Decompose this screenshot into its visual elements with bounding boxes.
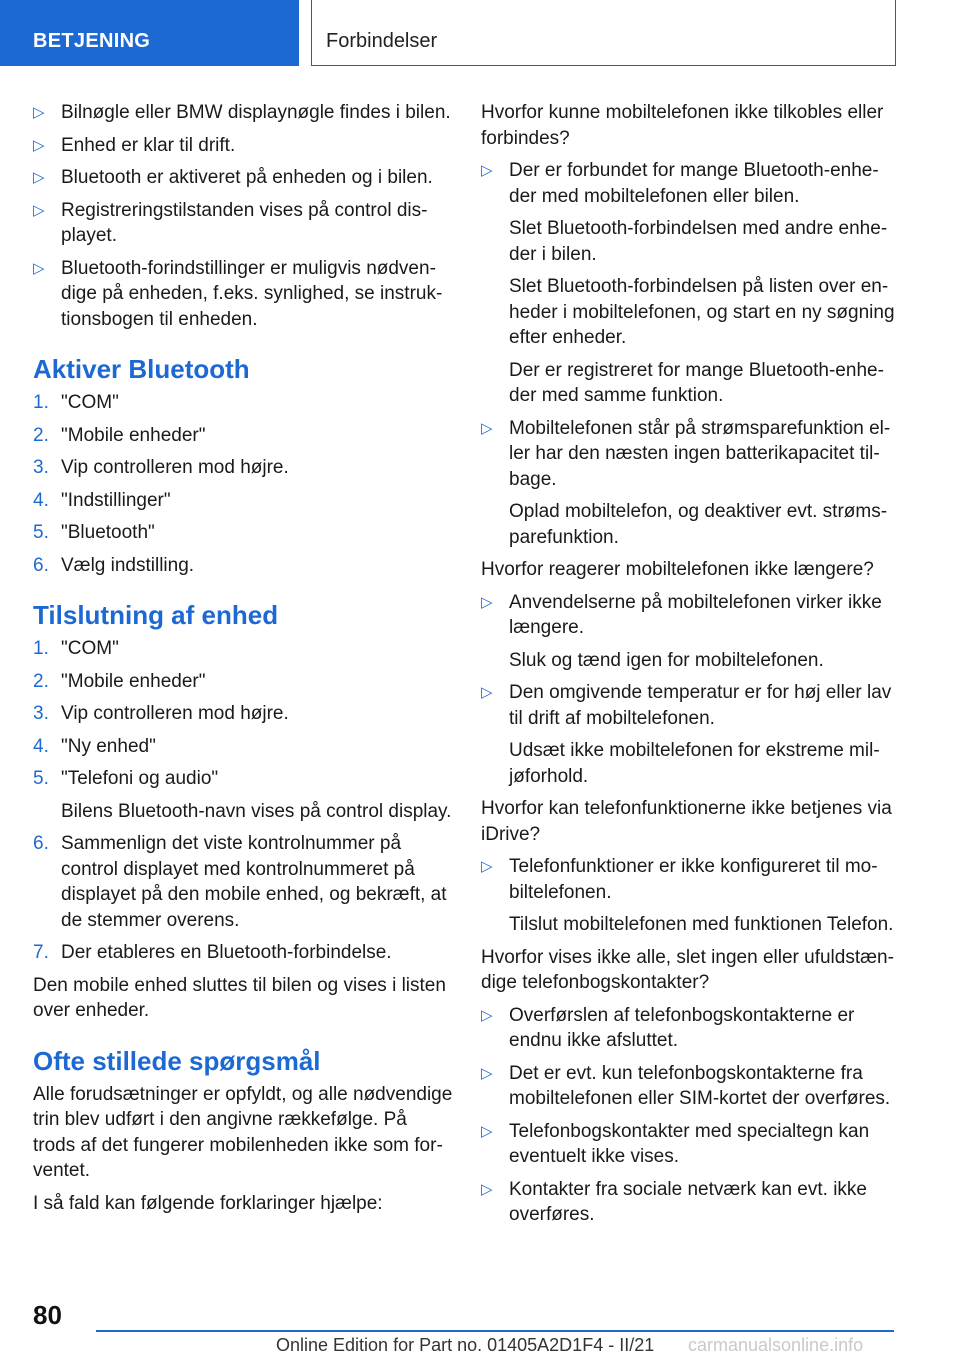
- step-item: 7. Der etableres en Bluetooth-forbindelse.: [33, 942, 392, 963]
- triangle-bullet-icon: ▷: [481, 1006, 493, 1024]
- chapter-title-box: [311, 0, 896, 66]
- heading-faq: Ofte stillede spørgsmål: [33, 1045, 321, 1076]
- step-item: 4. "Ny enhed": [33, 735, 156, 757]
- step-item: 5. "Telefoni og audio": [33, 768, 219, 789]
- step-item: 6. Sammenlign det viste kontrolnummer på control displayet med kontrolnummeret på displayet på den mobile enhed, og bekræft, at de stemmer overens.: [33, 833, 447, 931]
- list-item: ▷ Bluetooth er aktiveret på enheden og i bilen.: [33, 165, 453, 191]
- step-item: 6. Vælg indstilling.: [33, 554, 195, 576]
- triangle-bullet-icon: ▷: [481, 858, 493, 875]
- step-note: Bilens Bluetooth-navn vises på control display.: [61, 800, 452, 822]
- answer-note: Der er registreret for mange Bluetooth-enheder med samme funktion.: [509, 359, 884, 406]
- triangle-bullet-icon: ▷: [481, 1064, 493, 1082]
- right-column: [481, 100, 896, 1235]
- answer-note: Tilslut mobiltelefonen med funktionen Telefon.: [509, 914, 894, 935]
- step-item: 3. Vip controlleren mod højre.: [33, 457, 289, 478]
- triangle-bullet-icon: ▷: [481, 1180, 493, 1198]
- list-item: ▷ Telefonbogskontakter med specialtegn kan eventuelt ikke vises.: [481, 1120, 870, 1167]
- list-item: ▷ Registreringstilstanden vises på control displayet.: [33, 199, 428, 246]
- step-item: 5. "Bluetooth": [33, 522, 155, 543]
- heading-aktiver-bluetooth: Aktiver Bluetooth: [33, 354, 250, 384]
- triangle-bullet-icon: ▷: [33, 201, 45, 219]
- step-item: 2. "Mobile enheder": [33, 670, 206, 692]
- answer-note: Oplad mobiltelefon, og deaktiver evt. strømsparefunktion.: [509, 501, 888, 548]
- list-item: ▷ Bluetooth-forindstillinger er muligvis nødvendige på enheden, f.eks. synlighed, se instruktionsbogen til enheden.: [33, 257, 443, 330]
- list-item: ▷ Bilnøgle eller BMW displaynøgle findes i bilen.: [33, 100, 453, 126]
- answer-note: Slet Bluetooth-forbindelsen med andre enheder i bilen.: [509, 218, 888, 265]
- list-item: ▷ Anvendelserne på mobiltelefonen virker ikke længere.: [481, 591, 882, 638]
- list-item: ▷ Telefonfunktioner er ikke konfigureret til mobiltelefonen.: [481, 856, 878, 903]
- list-item: ▷ Mobiltelefonen står på strømsparefunktion eller har den næsten ingen batterikapacitet tilbage.: [481, 417, 891, 490]
- edition-note: Online Edition for Part no. 01405A2D1F4 - II/21: [276, 1335, 655, 1355]
- list-item: ▷ Kontakter fra sociale netværk kan evt. ikke overføres.: [481, 1178, 867, 1225]
- left-column: [33, 100, 453, 1223]
- section-tab: [0, 0, 299, 66]
- triangle-bullet-icon: ▷: [33, 104, 45, 121]
- triangle-bullet-icon: ▷: [33, 136, 45, 154]
- question: Hvorfor kan telefonfunktionerne ikke betjenes via iDrive?: [481, 798, 892, 845]
- question: Hvorfor reagerer mobiltelefonen ikke længere?: [481, 559, 874, 580]
- paragraph: Alle forudsætninger er opfyldt, og alle nødvendige trin blev udført i den angivne rækkefølge. På trods af det fungerer mobilenheden ikke som forventet.: [33, 1083, 453, 1181]
- question: Hvorfor kunne mobiltelefonen ikke tilkobles eller forbindes?: [481, 102, 884, 149]
- paragraph: Den mobile enhed sluttes til bilen og vises i listen over enheder.: [33, 974, 446, 1021]
- section-label: BETJENING: [33, 30, 151, 52]
- triangle-bullet-icon: ▷: [481, 593, 493, 611]
- step-item: 1. "COM": [33, 638, 119, 659]
- step-item: 3. Vip controlleren mod højre.: [33, 703, 289, 724]
- question: Hvorfor vises ikke alle, slet ingen eller ufuldstændige telefonbogskontakter?: [481, 946, 894, 993]
- triangle-bullet-icon: ▷: [33, 259, 45, 277]
- footer-divider: [96, 1330, 894, 1332]
- answer-note: Udsæt ikke mobiltelefonen for ekstreme miljøforhold.: [509, 740, 880, 787]
- step-item: 1. "COM": [33, 392, 119, 413]
- list-item: ▷ Overførslen af telefonbogskontakterne er endnu ikke afsluttet.: [481, 1004, 855, 1051]
- answer-note: Sluk og tænd igen for mobiltelefonen.: [509, 649, 824, 671]
- triangle-bullet-icon: ▷: [481, 684, 493, 701]
- step-item: 4. "Indstillinger": [33, 489, 171, 511]
- triangle-bullet-icon: ▷: [481, 419, 493, 437]
- paragraph: I så fald kan følgende forklaringer hjælpe:: [33, 1192, 383, 1214]
- list-item: ▷ Der er forbundet for mange Bluetooth-enheder med mobiltelefonen eller bilen.: [481, 160, 879, 207]
- triangle-bullet-icon: ▷: [481, 162, 493, 179]
- page-number: 80: [33, 1300, 62, 1330]
- heading-tilslutning: Tilslutning af enhed: [33, 600, 279, 630]
- chapter-title: Forbindelser: [326, 30, 438, 52]
- triangle-bullet-icon: ▷: [481, 1122, 493, 1140]
- list-item: ▷ Enhed er klar til drift.: [33, 133, 453, 159]
- step-item: 2. "Mobile enheder": [33, 424, 206, 446]
- watermark: carmanualsonline.info: [688, 1335, 864, 1355]
- triangle-bullet-icon: ▷: [33, 169, 45, 186]
- answer-note: Slet Bluetooth-forbindelsen på listen over enheder i mobiltelefonen, og start en ny søgning efter enheder.: [509, 276, 895, 348]
- list-item: ▷ Den omgivende temperatur er for høj eller lav til drift af mobiltelefonen.: [481, 682, 892, 729]
- page-header: [0, 0, 960, 66]
- list-item: ▷ Det er evt. kun telefonbogskontakterne fra mobiltelefonen eller SIM-kortet der overføres.: [481, 1062, 891, 1109]
